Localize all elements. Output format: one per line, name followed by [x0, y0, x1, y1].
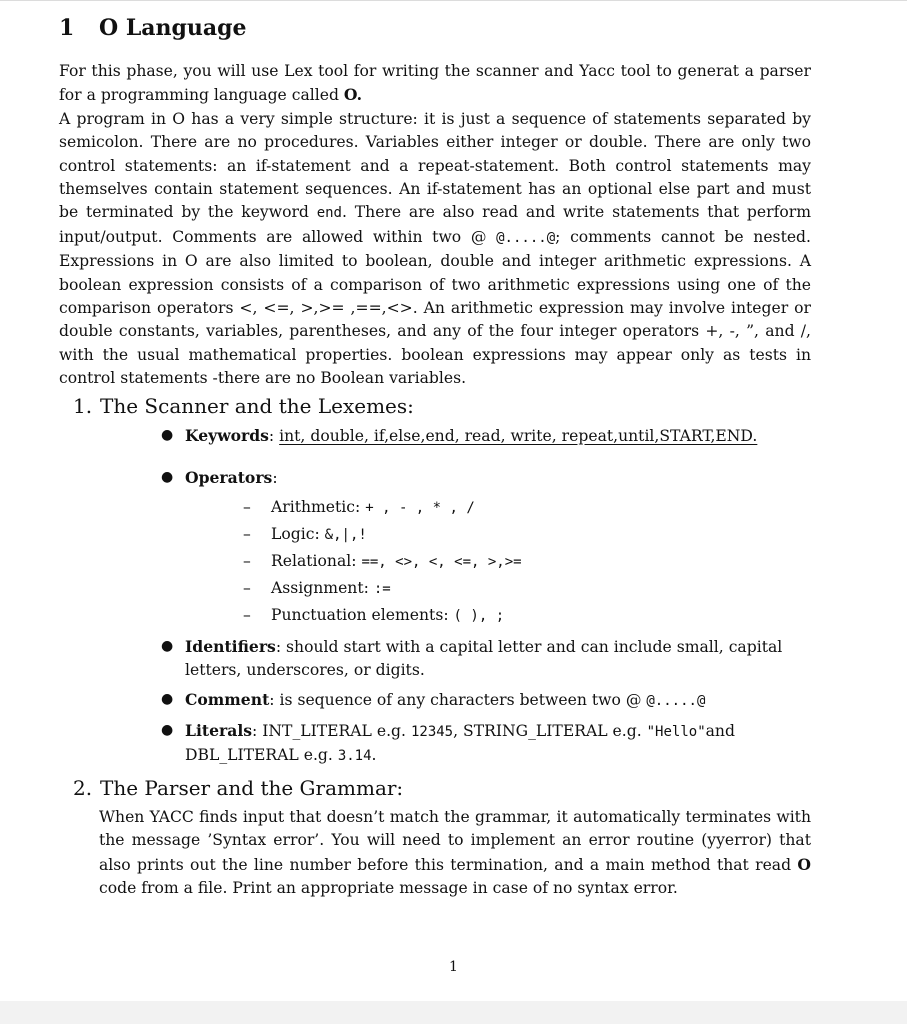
bullet-icon: ● — [161, 426, 174, 443]
language-name: O. — [343, 85, 363, 105]
list-item-keywords: ● Keywords: int, double, if,else,end, read, write, repeat,until,START,END. — [161, 425, 758, 445]
language-name: O — [797, 854, 811, 874]
intro-p2-text-a: A program in O has a very simple structure: it is just a sequence of statements separated by semicolon. There are no procedures. Variables either integer or double. There are only two control statements: an if-statement and a repeat-statement. Both control statements may themselves contain statement sequences. An if-statement has an optional else part and must be terminated by the keyword — [59, 109, 811, 222]
operator-value: ( ), ; — [453, 607, 505, 624]
operator-item-punctuation — [243, 602, 811, 629]
operator-value: &,|,! — [324, 526, 367, 543]
keywords-value: int, double, if,else,end, read, write, repeat,until,START,END. — [279, 426, 758, 445]
operator-item-relational — [243, 548, 811, 575]
dash-icon: – — [243, 578, 251, 597]
literals-text: and DBL_LITERAL e.g. — [185, 721, 735, 764]
parser-section-title-text: The Parser and the Grammar: — [100, 775, 404, 800]
page-content — [59, 11, 811, 900]
comment-text: : is sequence of any characters between two @ — [269, 690, 647, 709]
dash-icon: – — [243, 497, 251, 516]
dash-icon: – — [243, 605, 251, 624]
literals-text: : INT_LITERAL e.g. — [252, 721, 411, 740]
identifiers-text: : should start with a capital letter and can include small, capital letters, underscores, or digits. — [185, 637, 783, 679]
operator-value: ==, <>, <, <=, >,>= — [361, 553, 522, 570]
operator-label: Arithmetic: — [271, 497, 366, 516]
scanner-section-title — [73, 392, 811, 420]
heading-title: O Language — [99, 15, 247, 41]
bullet-icon: ● — [161, 721, 174, 738]
identifiers-label: Identifiers — [185, 636, 276, 656]
dash-icon: – — [243, 524, 251, 543]
intro-p1-text: For this phase, you will use Lex tool for writing the scanner and Yacc tool to generat a parser for a programming language called — [59, 62, 811, 105]
intro-p2-text-b: . There are also read and write statements that perform input/output. Comments are allowed within two @ — [59, 203, 811, 246]
comment-label: Comment — [185, 689, 270, 709]
int-literal-example: 12345 — [410, 723, 454, 740]
operator-label: Logic: — [271, 524, 325, 543]
literals-text: , STRING_LITERAL e.g. — [453, 721, 647, 740]
parser-section-number: 2. — [73, 775, 93, 800]
operator-item-arithmetic — [243, 494, 811, 521]
parser-section-title — [73, 774, 811, 802]
comment-delimiter-code: @.....@ — [496, 229, 556, 246]
operators-list — [185, 494, 811, 629]
intro-paragraph-1 — [59, 60, 811, 108]
list-item-literals — [161, 719, 811, 768]
operators-label: Operators — [185, 467, 273, 487]
section-heading — [59, 11, 811, 45]
parser-text-a: When YACC finds input that doesn’t match the grammar, it automatically terminates with the message ’Syntax error’. You will need to implement an error routine (yyerror) that also prints out the line number before this termination, and a main method that read — [99, 807, 811, 874]
dash-icon: – — [243, 551, 251, 570]
literals-text: . — [371, 745, 377, 764]
bullet-icon: ● — [161, 690, 174, 707]
parser-section-body — [99, 806, 811, 901]
operator-item-assignment — [243, 575, 811, 602]
scanner-section-number: 1. — [73, 393, 93, 418]
comment-code: @.....@ — [646, 692, 706, 709]
operator-item-logic — [243, 521, 811, 548]
keywords-label: Keywords — [185, 425, 269, 445]
keyword-end-code: end — [316, 205, 342, 222]
lexeme-list — [59, 424, 811, 768]
bullet-icon: ● — [161, 637, 174, 654]
string-literal-example: "Hello" — [646, 723, 706, 740]
operator-value: := — [373, 580, 391, 597]
intro-text — [59, 60, 811, 391]
parser-text-b: code from a file. Print an appropriate message in case of no syntax error. — [99, 878, 678, 897]
operator-label: Punctuation elements: — [271, 605, 454, 624]
list-item-operators: ● Operators: – Arithmetic: + , - , * , / – Logic: &,|,! – Relational: ==, <>, <, <=, >,>= – Assignment: := – Punctuation elements: ( ), ; — [185, 466, 811, 629]
operator-value: + , - , * , / — [365, 499, 475, 516]
operator-label: Assignment: — [271, 578, 374, 597]
heading-number: 1 — [59, 15, 75, 41]
operator-label: Relational: — [271, 551, 362, 570]
literals-label: Literals — [185, 720, 253, 740]
intro-paragraph-2 — [59, 108, 811, 391]
list-item-comment — [161, 688, 811, 713]
parser-section — [59, 774, 811, 901]
intro-p2-text-c: ; comments cannot be nested. Expressions in O are also limited to boolean, double and integer arithmetic expressions. A boolean expression consists of a comparison of two arithmetic expressions using one of the comparison operators <, <=, >,>= ,==,<>. An arithmetic expression may involve integer or double constants, variables, parentheses, and any of the four integer operators +, -, ”, and /, with the usual mathematical properties. boolean expressions may appear only as tests in control statements -there are no Boolean variables. — [59, 227, 811, 388]
page-number: 1 — [449, 959, 458, 975]
double-literal-example: 3.14 — [337, 747, 372, 764]
bullet-icon: ● — [161, 468, 174, 485]
list-item-identifiers — [161, 635, 811, 682]
scanner-section — [59, 392, 811, 768]
scanner-section-title-text: The Scanner and the Lexemes: — [100, 393, 414, 418]
